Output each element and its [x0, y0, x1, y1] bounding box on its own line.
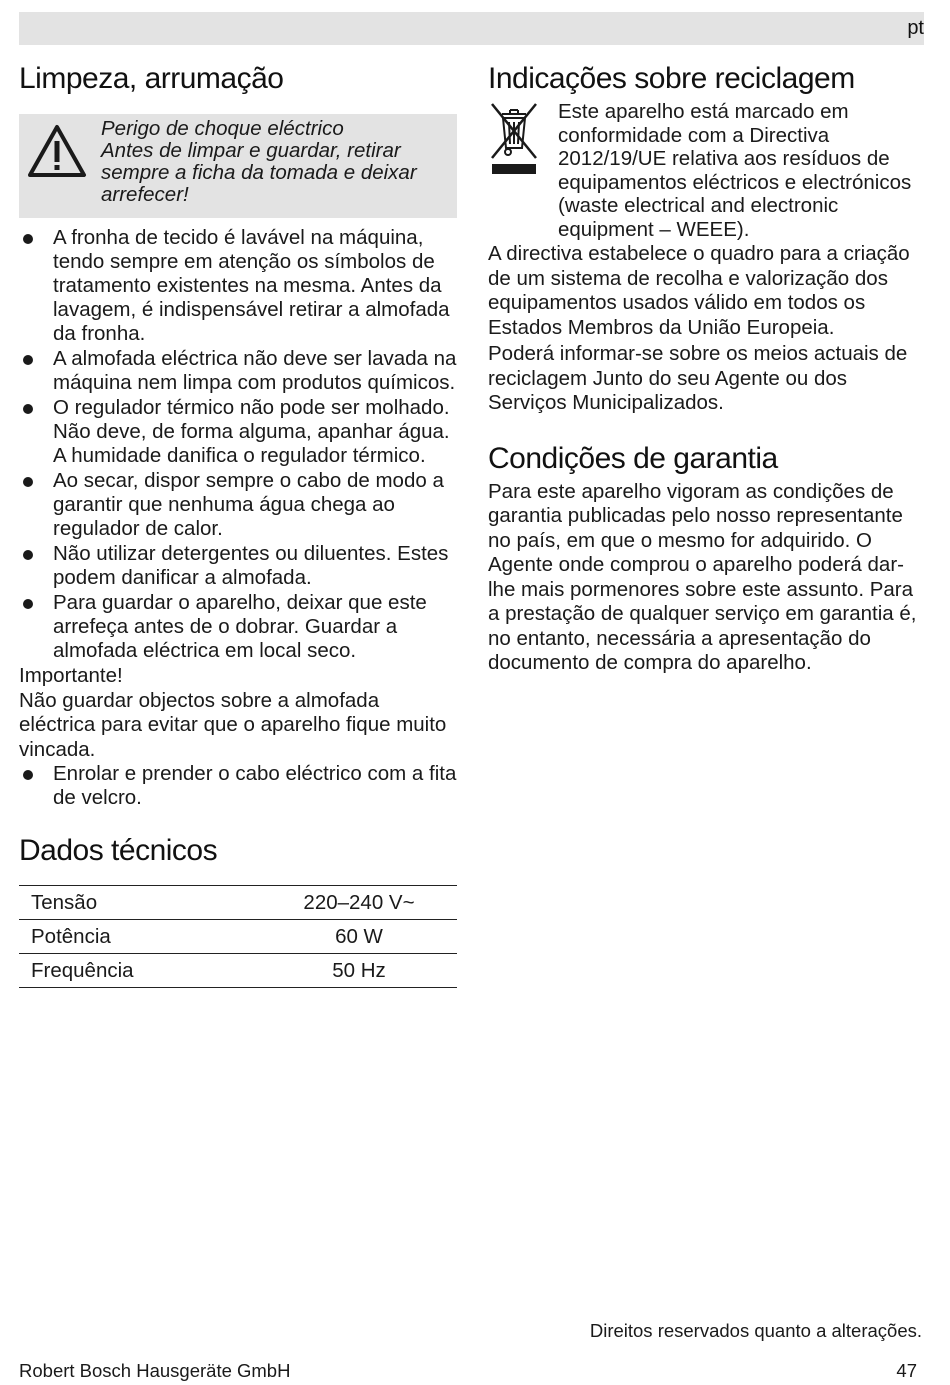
list-item: Para guardar o aparelho, deixar que este arrefeça antes de o dobrar. Guardar a almofada eléctrica em local seco. — [19, 591, 457, 663]
table-row — [19, 886, 457, 920]
table-row — [19, 954, 457, 988]
right-column — [488, 60, 926, 676]
cleaning-bullet-list — [19, 226, 457, 663]
warranty-paragraph: Para este aparelho vigoram as condições de garantia publicadas pelo nosso representante no país, em que o mesmo for adquirido. O Agente onde comprou o aparelho poderá dar-lhe mais pormenores sobre este assunto. Para a prestação de qualquer serviço em garantia é, no entanto, necessária a apresentação do documento de compra do aparelho. — [488, 479, 917, 674]
warranty-title: Condições de garantia — [488, 441, 778, 475]
list-item: Ao secar, dispor sempre o cabo de modo a garantir que nenhuma água chega ao regulador de calor. — [19, 469, 457, 541]
warning-text: Antes de limpar e guardar, retirar sempre a ficha da tomada e deixar arrefecer! — [101, 139, 417, 206]
list-item: A almofada eléctrica não deve ser lavada na máquina nem limpa com produtos químicos. — [19, 347, 457, 395]
table-row — [19, 920, 457, 954]
footer-company: Robert Bosch Hausgeräte GmbH — [19, 1360, 291, 1381]
recycling-paragraph: Poderá informar-se sobre os meios actuais de reciclagem Junto do seu Agente ou dos Serviços Municipalizados. — [488, 342, 908, 414]
footer-rights: Direitos reservados quanto a alterações. — [589, 1320, 922, 1341]
cleaning-last-list — [19, 762, 457, 810]
header-bar — [19, 12, 924, 45]
warning-box — [19, 114, 457, 218]
recycling-paragraph: A directiva estabelece o quadro para a criação de um sistema de recolha e valorização dos equipamentos usados válido em todos os Estados Membros da União Europeia. — [488, 242, 910, 339]
important-text: Não guardar objectos sobre a almofada eléctrica para evitar que o aparelho fique muito vincada. — [19, 688, 447, 761]
recycling-title: Indicações sobre reciclagem — [488, 62, 855, 95]
tech-value: 50 Hz — [261, 954, 457, 988]
recycling-marked-text: Este aparelho está marcado em conformidade com a Directiva 2012/19/UE relativa aos resíduos de equipamentos eléctricos e electrónicos (waste electrical and electronic equipment – WEEE). — [558, 100, 912, 241]
tech-label: Tensão — [19, 886, 261, 920]
cleaning-title: Limpeza, arrumação — [19, 62, 284, 95]
list-item: O regulador térmico não pode ser molhado. Não deve, de forma alguma, apanhar água. A humidade danifica o regulador térmico. — [19, 396, 457, 468]
language-code: pt — [907, 17, 924, 39]
page-number: 47 — [896, 1360, 917, 1381]
warning-title: Perigo de choque eléctrico — [101, 117, 344, 140]
tech-value: 60 W — [261, 920, 457, 954]
list-item: Enrolar e prender o cabo eléctrico com a fita de velcro. — [19, 762, 457, 810]
important-label: Importante! — [19, 664, 123, 687]
tech-title: Dados técnicos — [19, 834, 218, 867]
left-column — [19, 60, 457, 988]
list-item: Não utilizar detergentes ou diluentes. Estes podem danificar a almofada. — [19, 542, 457, 590]
tech-label: Frequência — [19, 954, 261, 988]
tech-label: Potência — [19, 920, 261, 954]
tech-table — [19, 885, 457, 988]
warning-triangle-icon — [27, 124, 87, 178]
recycling-mark-block — [488, 100, 926, 240]
tech-value: 220–240 V~ — [261, 886, 457, 920]
crossed-out-bin-icon — [488, 102, 540, 176]
list-item: A fronha de tecido é lavável na máquina, tendo sempre em atenção os símbolos de tratamento existentes na mesma. Antes da lavagem, é indispensável retirar a almofada da fronha. — [19, 226, 457, 346]
